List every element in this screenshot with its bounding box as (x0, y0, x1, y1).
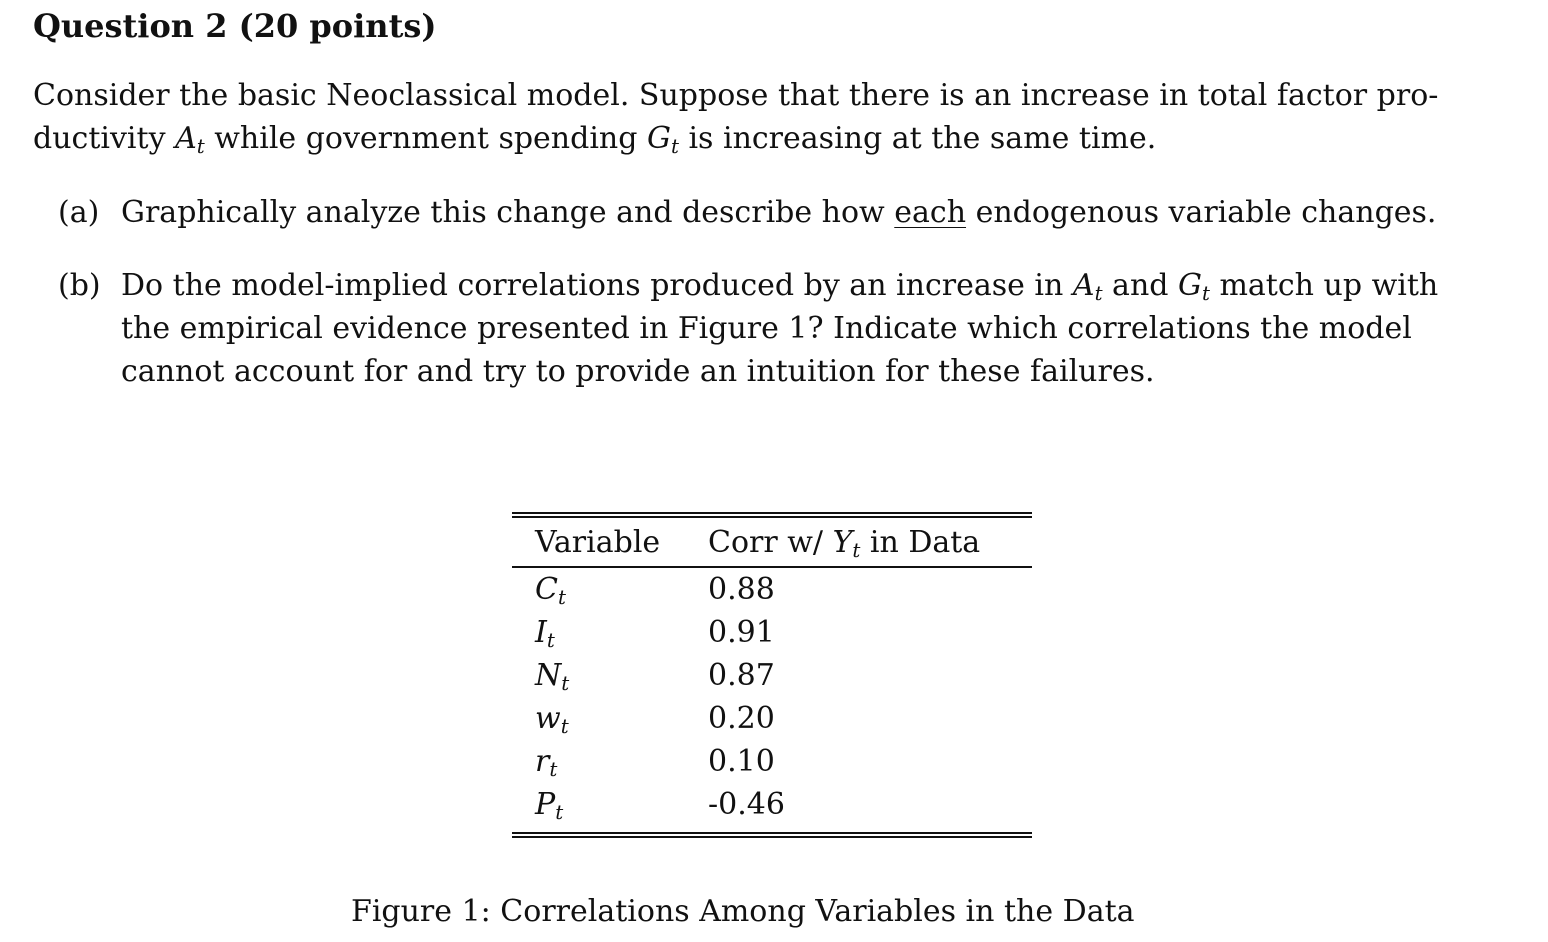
table-row (512, 654, 1032, 697)
intro-line-2-middle: while government spending (204, 121, 647, 156)
part-a-label: (a) (58, 195, 100, 230)
variable-cell: $r_t$ (535, 744, 558, 781)
part-b-label: (b) (58, 268, 101, 303)
part-b (58, 264, 1478, 394)
variable-cell: $I_t$ (535, 615, 555, 652)
part-a-text: Graphically analyze this change and describe how each endogenous variable changes. (121, 195, 1437, 230)
correlation-table (512, 512, 1032, 838)
table-bottom-rule (512, 832, 1032, 838)
variable-cell: $C_t$ (535, 572, 566, 609)
intro-line-2-end: is increasing at the same time. (678, 121, 1157, 156)
value-cell: 0.87 (708, 658, 775, 693)
figure-caption: Figure 1: Correlations Among Variables in the Data (351, 894, 1135, 929)
part-b-line-3: cannot account for and try to provide an intuition for these failures. (121, 354, 1155, 389)
correlation-table-grid (512, 518, 1032, 568)
value-cell: -0.46 (708, 787, 785, 822)
table-row (512, 697, 1032, 740)
value-cell: 0.20 (708, 701, 775, 736)
tfp-symbol: $A_t$ (175, 121, 205, 158)
table-header-row (512, 518, 1032, 568)
variable-cell: $w_t$ (535, 701, 569, 738)
header-corr: Corr w/ $Y_t$ in Data (708, 525, 981, 562)
intro-line-2-start: ductivity (33, 121, 176, 156)
part-a (58, 191, 1478, 234)
table-row (512, 568, 1032, 611)
part-b-line-1: Do the model-implied correlations produced by an increase in $A_t$ and $G_t$ match up with (121, 268, 1439, 305)
value-cell: 0.91 (708, 615, 775, 650)
table-row (512, 740, 1032, 783)
table-row (512, 611, 1032, 654)
header-variable: Variable (535, 525, 661, 560)
part-b-line-2: the empirical evidence presented in Figure 1? Indicate which correlations the model (121, 311, 1412, 346)
government-spending-symbol-b: $G_t$ (1178, 268, 1210, 305)
part-b-text (121, 264, 1473, 393)
value-cell: 0.10 (708, 744, 775, 779)
variable-cell: $N_t$ (535, 658, 570, 695)
value-cell: 0.88 (708, 572, 775, 607)
table-row (512, 783, 1032, 826)
tfp-symbol-b: $A_t$ (1072, 268, 1103, 305)
variable-cell: $P_t$ (535, 787, 564, 824)
intro-line-1: Consider the basic Neoclassical model. Suppose that there is an increase in total factor pro- (33, 78, 1439, 113)
government-spending-symbol: $G_t$ (646, 121, 679, 158)
question-heading: Question 2 (20 points) (33, 7, 437, 45)
question-intro (33, 74, 1473, 160)
underlined-each: each (894, 195, 967, 230)
intro-line-2 (33, 117, 1473, 160)
